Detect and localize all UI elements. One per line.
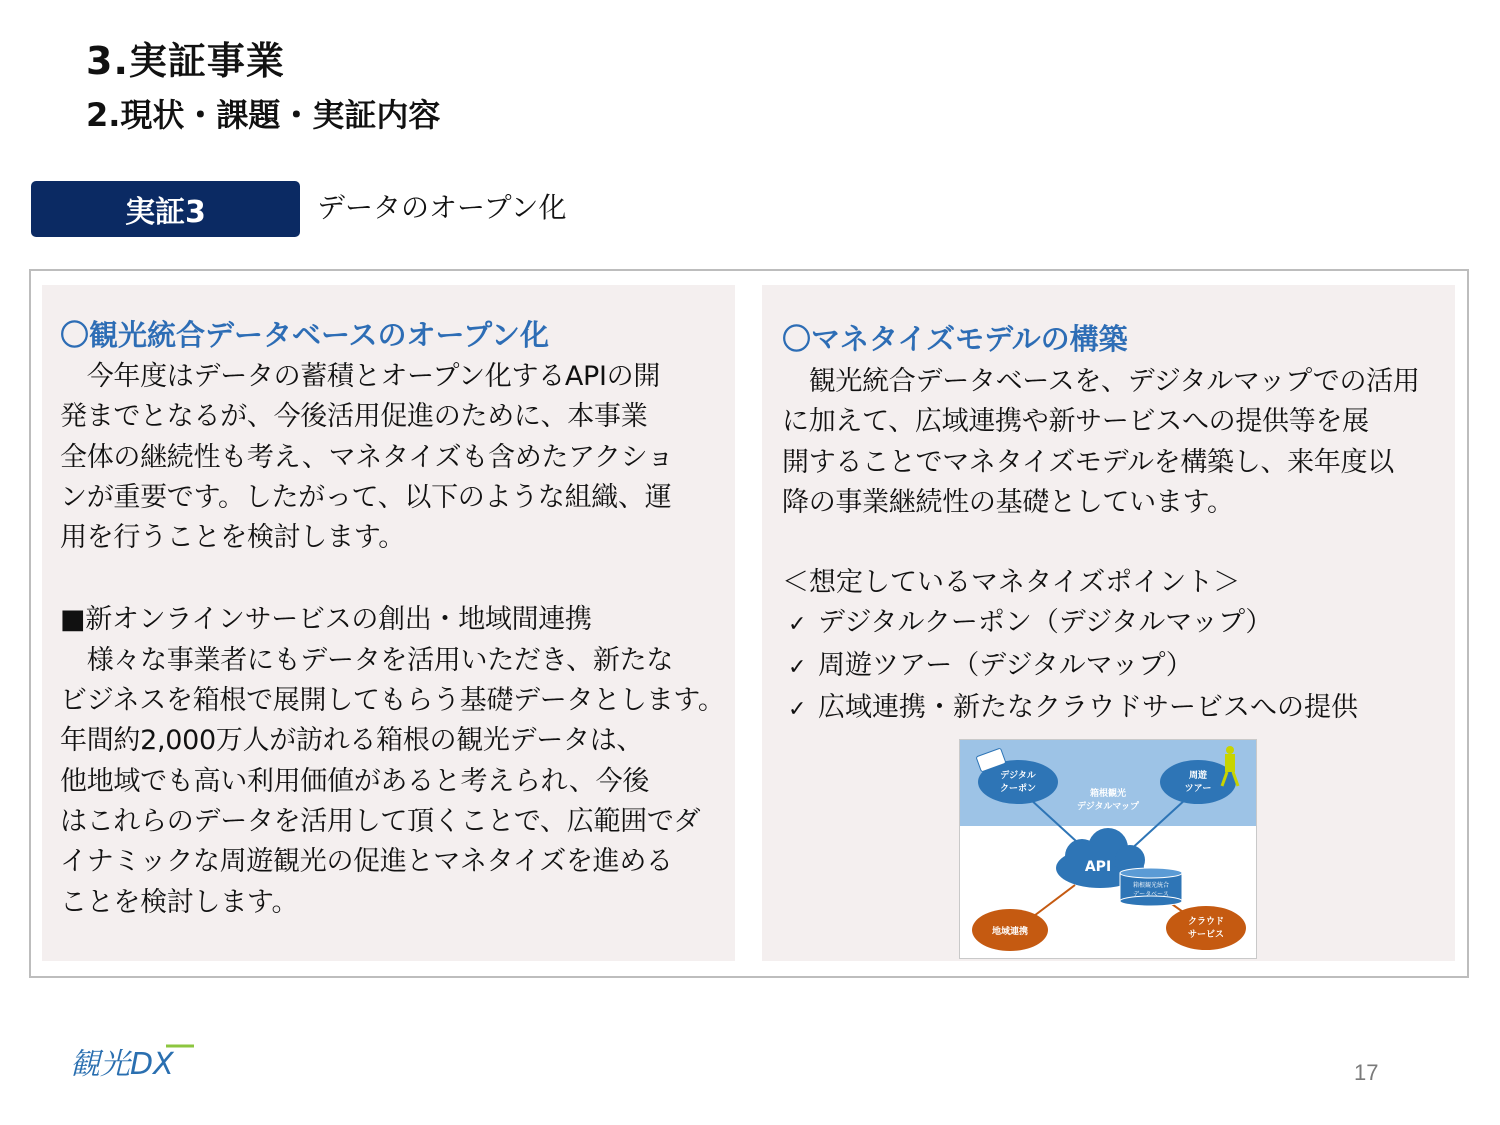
badge-label: 実証3 [125, 195, 206, 230]
left-section-body: 様々な事業者にもデータを活用いただき、新たな ビジネスを箱根で展開してもらう基礎データとします。 年間約2,000万人が訪れる箱根の観光データは、 他地域でも高い利用価値があると考えられ、今後 はこれらのデータを活用して頂くことで、広範囲でダ イナミックな周遊観光の促進とマネタイズを進める ことを検討します。 [60, 644, 725, 918]
cloud-label-2: サービス [1187, 930, 1225, 940]
map-label-1: 箱根観光 [1089, 789, 1127, 799]
left-section-heading: ■新オンラインサービスの創出・地域間連携 [60, 604, 592, 636]
points-list [782, 603, 1455, 730]
check-icon: ✓ [788, 612, 807, 638]
db-label-1: 箱根観光統合 [1132, 882, 1170, 889]
section-badge [31, 181, 300, 237]
tour-label-1: 周遊 [1188, 771, 1208, 781]
cloud-label-1: クラウド [1187, 917, 1225, 927]
point-label: 周遊ツアー（デジタルマップ） [818, 649, 1193, 681]
check-icon: ✓ [788, 697, 807, 723]
regional-label: 地域連携 [991, 927, 1029, 937]
page-title: 3.実証事業 [86, 39, 285, 83]
right-panel-body: 観光統合データベースを、デジタルマップでの活用 に加えて、広域連携や新サービスへの提供等を展 開することでマネタイズモデルを構築し、来年度以 降の事業継続性の基礎としています。 [782, 366, 1420, 518]
tour-label-2: ツアー [1184, 784, 1212, 794]
left-panel-heading: 〇観光統合データベースのオープン化 [60, 318, 549, 352]
coupon-label-1: デジタル [1000, 771, 1036, 781]
db-label-2: データベース [1133, 891, 1169, 898]
left-panel [42, 285, 735, 961]
system-diagram [959, 739, 1257, 959]
points-title: ＜想定しているマネタイズポイント＞ [782, 567, 1241, 599]
page-number: 17 [1354, 1060, 1379, 1085]
page-subtitle: 2.現状・課題・実証内容 [86, 96, 441, 134]
map-label-2: デジタルマップ [1076, 802, 1140, 812]
left-panel-body: 今年度はデータの蓄積とオープン化するAPIの開 発までとなるが、今後活用促進のために、本事業 全体の継続性も考え、マネタイズも含めたアクショ ンが重要です。したがって、以下のような組織、運 用を行うことを検討します。 [60, 361, 674, 554]
kanko-dx-logo [70, 1040, 200, 1084]
point-label: デジタルクーポン（デジタルマップ） [818, 607, 1273, 639]
list-item [782, 603, 1455, 645]
check-icon: ✓ [788, 654, 807, 680]
right-panel-heading: 〇マネタイズモデルの構築 [782, 322, 1128, 356]
cloud-service-node [1166, 906, 1246, 950]
logo-text: 観光DX [70, 1047, 174, 1082]
api-label: API [1084, 859, 1112, 875]
point-label: 広域連携・新たなクラウドサービスへの提供 [818, 692, 1358, 724]
badge-description: データのオープン化 [317, 191, 567, 224]
list-item [782, 688, 1455, 730]
coupon-label-2: クーポン [999, 784, 1037, 794]
list-item [782, 646, 1455, 688]
